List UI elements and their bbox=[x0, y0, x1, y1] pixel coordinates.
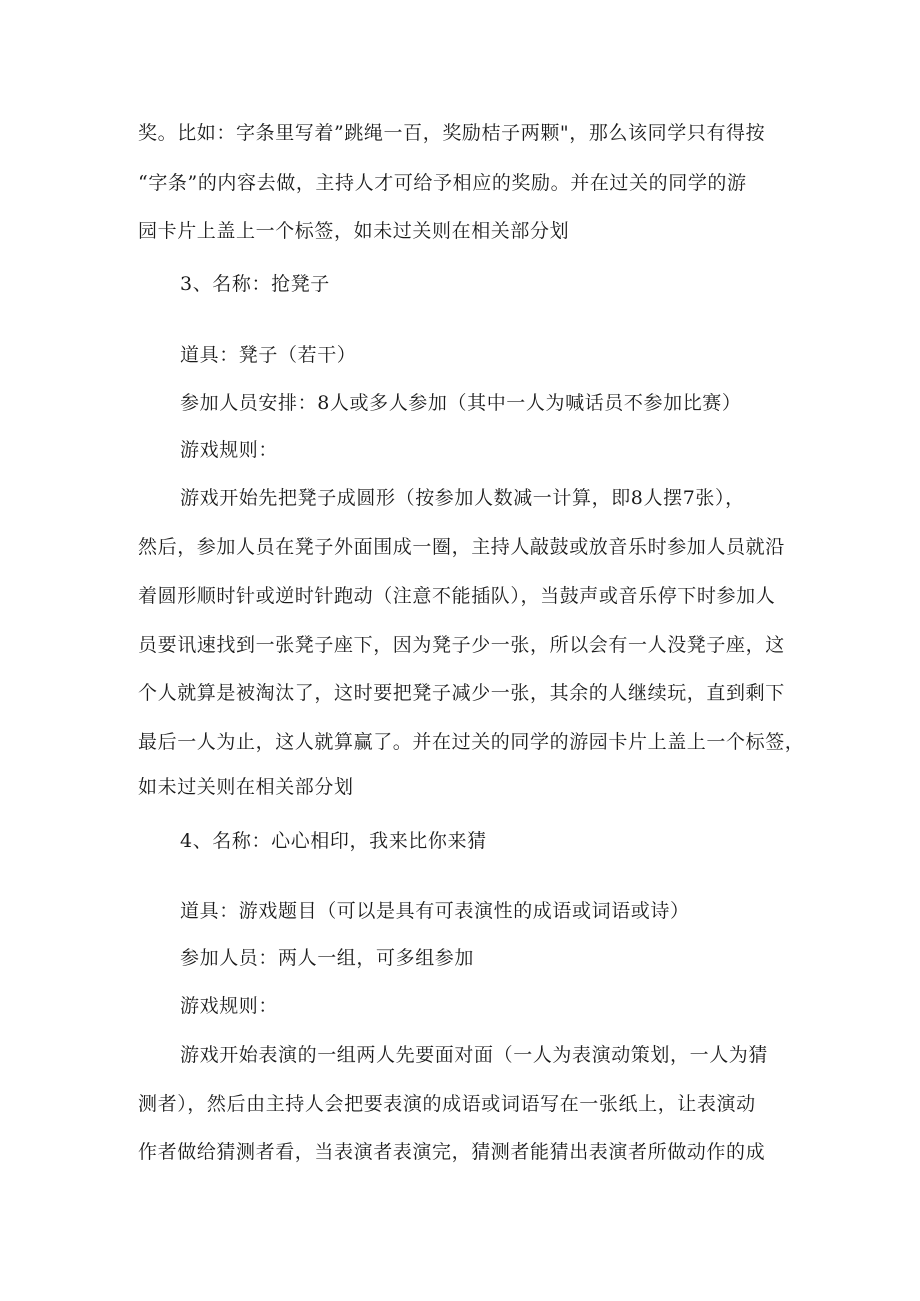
paragraph-line: 游戏开始先把凳子成圆形（按参加人数减一计算，即8人摆7张）， bbox=[180, 487, 745, 509]
paragraph-line: 然后，参加人员在凳子外面围成一圈，主持人敲鼓或放音乐时参加人员就沿 bbox=[138, 536, 785, 558]
paragraph-line: 园卡片上盖上一个标签，如未过关则在相关部分划 bbox=[138, 220, 570, 242]
paragraph-line: 作者做给猜测者看，当表演者表演完，猜测者能猜出表演者所做动作的成 bbox=[138, 1141, 766, 1163]
paragraph-line: 着圆形顺时针或逆时针跑动（注意不能插队），当鼓声或音乐停下时参加人 bbox=[138, 585, 776, 607]
rules-heading: 游戏规则： bbox=[180, 439, 279, 461]
paragraph-line: 奖。比如：字条里写着”跳绳一百，奖励桔子两颗"，那么该同学只有得按 bbox=[138, 122, 766, 144]
paragraph-line: 个人就算是被淘汰了，这时要把凳子减少一张，其余的人继续玩，直到剩下 bbox=[138, 682, 785, 704]
paragraph-line: 员要讯速找到一张凳子座下，因为凳子少一张，所以会有一人没凳子座，这 bbox=[138, 634, 785, 656]
paragraph-line: 最后一人为止，这人就算赢了。并在过关的同学的游园卡片上盖上一个标签， bbox=[138, 731, 805, 753]
paragraph-line: “字条”的内容去做，主持人才可给予相应的奖励。并在过关的同学的游 bbox=[138, 172, 747, 194]
props-line: 道具：凳子（若干） bbox=[180, 344, 357, 366]
section-heading-3: 3、名称：抢凳子 bbox=[180, 273, 330, 295]
props-line: 道具：游戏题目（可以是具有可表演性的成语或词语或诗） bbox=[180, 900, 690, 922]
paragraph-line: 测者），然后由主持人会把要表演的成语或词语写在一张纸上，让表演动 bbox=[138, 1093, 756, 1115]
rules-heading: 游戏规则： bbox=[180, 995, 279, 1017]
participants-line: 参加人员：两人一组，可多组参加 bbox=[180, 947, 475, 969]
section-heading-4: 4、名称：心心相印，我来比你来猜 bbox=[180, 830, 487, 852]
paragraph-line: 游戏开始表演的一组两人先要面对面（一人为表演动策划，一人为猜 bbox=[180, 1044, 769, 1066]
participants-line: 参加人员安排：8人或多人参加（其中一人为喊话员不参加比赛） bbox=[180, 392, 742, 414]
paragraph-line: 如未过关则在相关部分划 bbox=[138, 776, 354, 798]
